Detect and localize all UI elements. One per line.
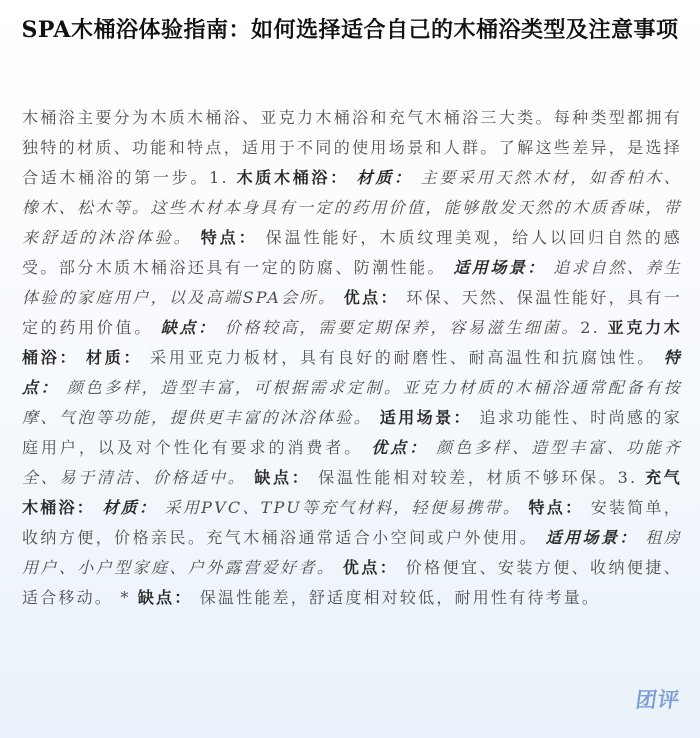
section-1-pros-label: 优点： bbox=[343, 288, 399, 307]
section-2-cons: 保温性能相对较差，材质不够环保。 bbox=[318, 468, 618, 487]
section-2-features: 颜色多样，造型丰富，可根据需求定制。亚克力材质的木桶浴通常配备有按摩、气泡等功能，提供更丰富的沐浴体验。 bbox=[22, 378, 682, 427]
section-1-material-label: 材质： bbox=[356, 168, 413, 187]
section-1-pros: 环保、天然、保温性能好，具有一定的药用价值。 bbox=[22, 288, 682, 337]
section-3-cons: 保温性能差，舒适度相对较低，耐用性有待考量。 bbox=[199, 588, 601, 607]
section-2-pros-label: 优点： bbox=[371, 438, 429, 457]
section-2-number: 2. bbox=[580, 318, 608, 337]
section-1-cons-label: 缺点： bbox=[160, 318, 217, 337]
page-title: SPA木桶浴体验指南：如何选择适合自己的木桶浴类型及注意事项 bbox=[21, 17, 679, 43]
section-3-scene-label: 适用场景： bbox=[545, 528, 638, 547]
section-3-scene: 租房用户、小户型家庭、户外露营爱好者。 bbox=[22, 528, 682, 577]
section-2-features-label: 特点： bbox=[22, 348, 682, 397]
section-2-pros: 颜色多样、造型丰富、功能齐全、易于清洁、价格适中。 bbox=[22, 438, 682, 487]
section-2-scene-label: 适用场景： bbox=[379, 408, 472, 427]
watermark-logo: 团评 bbox=[634, 688, 682, 712]
intro-text: 木桶浴主要分为木质木桶浴、亚克力木桶浴和充气木桶浴三大类。每种类型都拥有独特的材质、功能和特点，适用于不同的使用场景和人群。了解这些差异，是选择合适木桶浴的第一步。 bbox=[22, 108, 682, 187]
section-3-pros-label: 优点： bbox=[342, 558, 399, 577]
section-1-scene: 追求自然、养生体验的家庭用户，以及高端SPA会所。 bbox=[22, 258, 682, 307]
section-1-cons: 价格较高，需要定期保养，容易滋生细菌。 bbox=[224, 318, 581, 337]
section-1-heading: 木质木桶浴： bbox=[236, 168, 349, 187]
article-body bbox=[22, 103, 682, 613]
section-1-material: 主要采用天然木材，如香柏木、橡木、松木等。这些木材本身具有一定的药用价值，能够散发天然的木质香味，带来舒适的沐浴体验。 bbox=[22, 168, 682, 247]
section-1-features: 保温性能好，木质纹理美观，给人以回归自然的感受。部分木质木桶浴还具有一定的防腐、防潮性能。 bbox=[22, 228, 682, 277]
section-3-pros: 价格便宜、安装方便、收纳便捷、适合移动。 bbox=[22, 558, 682, 607]
section-3-cons-label: 缺点： bbox=[137, 588, 193, 607]
section-3-number: 3. bbox=[617, 468, 646, 487]
section-1-number: 1. bbox=[209, 168, 237, 187]
section-1-features-label: 特点： bbox=[200, 228, 258, 247]
section-2-material-label: 材质： bbox=[86, 348, 143, 367]
section-3-heading: 充气木桶浴： bbox=[22, 468, 682, 517]
section-3-material-label: 材质： bbox=[102, 498, 158, 517]
section-3-cons-marker: * bbox=[120, 588, 138, 607]
section-3-features: 安装简单，收纳方便，价格亲民。充气木桶浴通常适合小空间或户外使用。 bbox=[22, 498, 682, 547]
section-1-scene-label: 适用场景： bbox=[453, 258, 546, 277]
section-2-material: 采用亚克力板材，具有良好的耐磨性、耐高温性和抗腐蚀性。 bbox=[150, 348, 656, 367]
section-2-scene: 追求功能性、时尚感的家庭用户，以及对个性化有要求的消费者。 bbox=[22, 408, 682, 457]
section-2-cons-label: 缺点： bbox=[254, 468, 311, 487]
section-3-features-label: 特点： bbox=[528, 498, 584, 517]
section-3-material: 采用PVC、TPU等充气材料，轻便易携带。 bbox=[164, 498, 522, 517]
section-2-heading: 亚克力木桶浴： bbox=[22, 318, 682, 367]
